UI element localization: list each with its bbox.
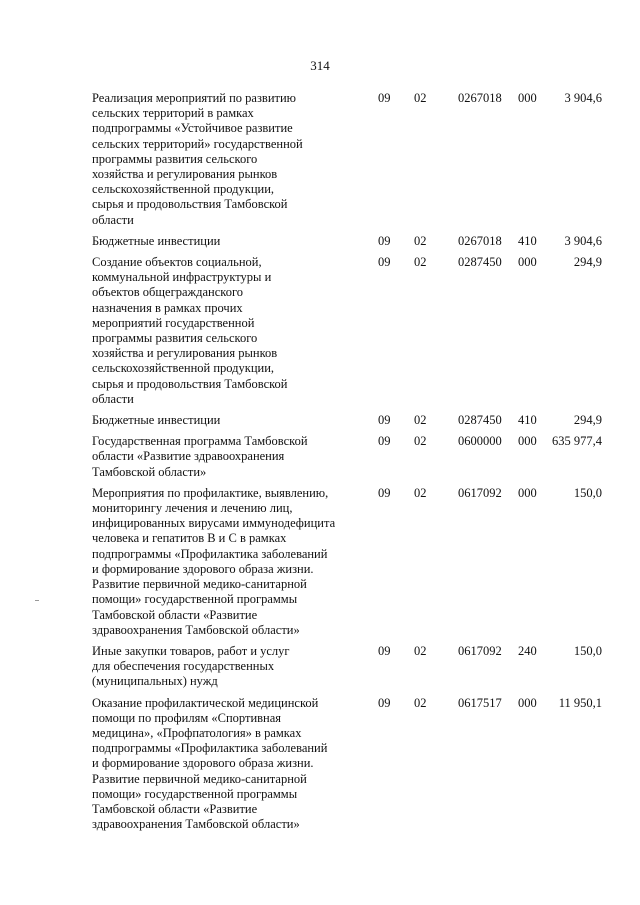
table-row (92, 91, 602, 228)
section-code: 09 (378, 413, 391, 428)
table-row (92, 644, 602, 690)
subsection-code: 02 (414, 695, 427, 710)
page-number: 314 (310, 58, 330, 73)
target-article-code: 0267018 (458, 91, 502, 105)
expense-type-code: 000 (518, 255, 537, 270)
subsection-code: 02 (414, 434, 427, 449)
amount: 11 950,1 (558, 695, 602, 710)
budget-table (92, 91, 602, 838)
expense-type-code: 000 (518, 485, 537, 500)
item-name: Иные закупки товаров, работ и услуг для обеспечения государственных (муниципальных) нужд (92, 643, 290, 689)
section-code: 09 (378, 695, 391, 710)
section-code: 09 (378, 233, 391, 248)
expense-type-code: 410 (518, 413, 537, 428)
section-code: 09 (378, 485, 391, 500)
item-name: Мероприятия по профилактике, выявлению, мониторингу лечения и лечению лиц, инфицированных вирусами иммунодефицита человека и гепатитов B и C в рамках подпрограммы «Профилактика заболеваний и формирование здорового образа жизни. Развитие первичной медико-санитарной помощи» государственной программы Тамбовской области «Развитие здравоохранения Тамбовской области» (92, 485, 336, 637)
table-row (92, 696, 602, 833)
table-row (92, 234, 602, 249)
amount: 3 904,6 (564, 233, 602, 248)
target-article-code: 0617517 (458, 695, 502, 710)
subsection-code: 02 (414, 413, 427, 428)
target-article-code: 0600000 (458, 434, 502, 449)
amount: 150,0 (573, 485, 602, 500)
target-article-code: 0617092 (458, 643, 502, 658)
item-name: Оказание профилактической медицинской помощи по профилям «Спортивная медицина», «Профпатология» в рамках подпрограммы «Профилактика заболеваний и формирование здорового образа жизни. Развитие первичной медико-санитарной помощи» государственной программы Тамбовской области «Развитие здравоохранения Тамбовской области» (92, 695, 328, 832)
amount: 294,9 (573, 255, 602, 270)
section-code: 09 (378, 91, 391, 105)
amount: 150,0 (573, 643, 602, 658)
margin-mark (35, 600, 39, 601)
expense-type-code: 000 (518, 695, 537, 710)
amount: 294,9 (573, 413, 602, 428)
expense-type-code: 000 (518, 434, 537, 449)
table-row (92, 255, 602, 407)
target-article-code: 0287450 (458, 255, 502, 270)
item-name: Реализация мероприятий по развитию сельских территорий в рамках подпрограммы «Устойчивое развитие сельских территорий» государственной программы развития сельского хозяйства и регулирования рынков сельскохозяйственной продукции, сырья и продовольствия Тамбовской области (92, 91, 303, 227)
subsection-code: 02 (414, 233, 427, 248)
expense-type-code: 240 (518, 643, 537, 658)
target-article-code: 0267018 (458, 233, 502, 248)
expense-type-code: 410 (518, 233, 537, 248)
amount: 635 977,4 (552, 434, 602, 449)
expense-type-code: 000 (518, 91, 537, 105)
item-name: Создание объектов социальной, коммунальной инфраструктуры и объектов общегражданского назначения в рамках прочих мероприятий государственной программы развития сельского хозяйства и регулирования рынков сельскохозяйственной продукции, сырья и продовольствия Тамбовской области (92, 255, 288, 406)
amount: 3 904,6 (564, 91, 602, 105)
section-code: 09 (378, 643, 391, 658)
section-code: 09 (378, 255, 391, 270)
subsection-code: 02 (414, 643, 427, 658)
subsection-code: 02 (414, 91, 427, 105)
target-article-code: 0287450 (458, 413, 502, 428)
subsection-code: 02 (414, 255, 427, 270)
table-row (92, 413, 602, 428)
section-code: 09 (378, 434, 391, 449)
subsection-code: 02 (414, 485, 427, 500)
item-name: Бюджетные инвестиции (92, 233, 221, 248)
item-name: Бюджетные инвестиции (92, 413, 221, 428)
target-article-code: 0617092 (458, 485, 502, 500)
item-name: Государственная программа Тамбовской области «Развитие здравоохранения Тамбовской области» (92, 434, 308, 479)
table-row (92, 434, 602, 480)
table-row (92, 486, 602, 638)
